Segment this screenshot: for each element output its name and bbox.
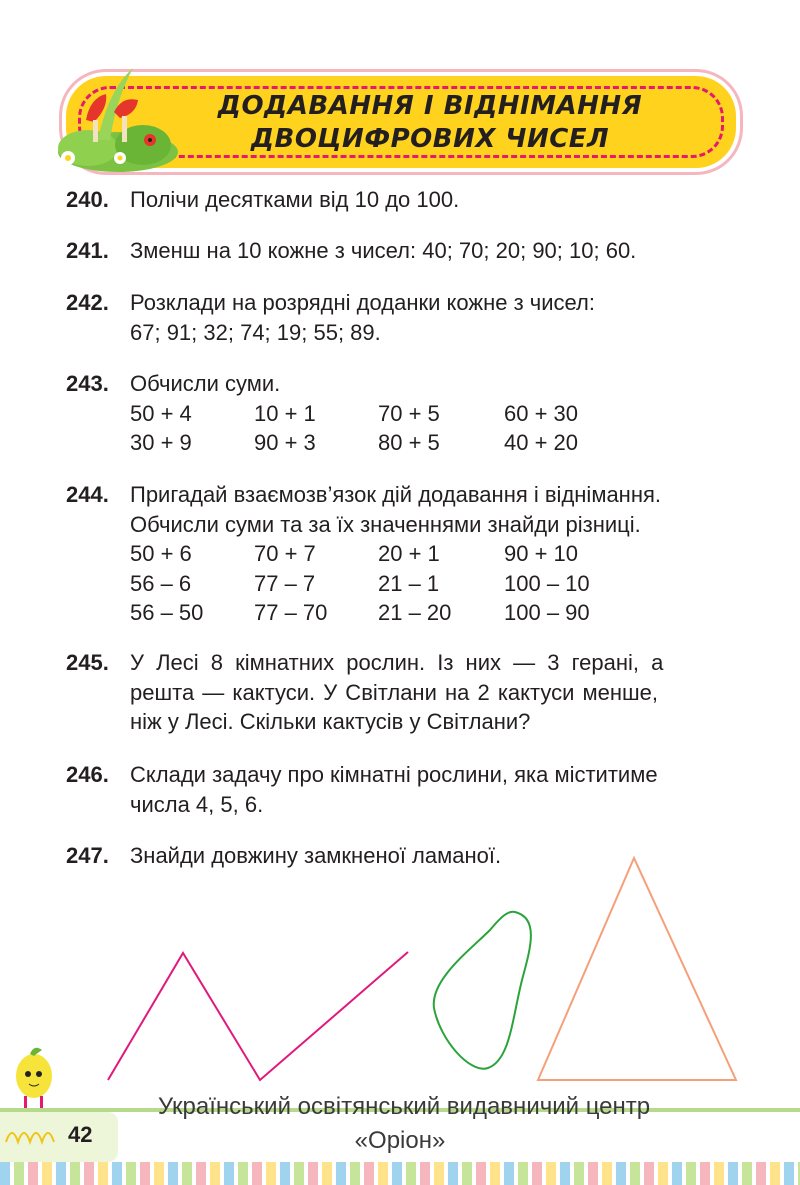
expression: 21 – 1 <box>378 571 440 596</box>
task-number: 241. <box>66 238 109 263</box>
expression: 10 + 1 <box>254 401 316 426</box>
task-number: 242. <box>66 290 109 315</box>
expression: 80 + 5 <box>378 430 440 455</box>
expression: 90 + 10 <box>504 541 579 566</box>
task-number: 240. <box>66 187 109 212</box>
page-number: 42 <box>68 1122 93 1147</box>
task-text: Зменш на 10 кожне з чисел: 40; 70; 20; 90; 10; 60. <box>130 238 637 263</box>
expression: 30 + 9 <box>130 430 192 455</box>
expression: 20 + 1 <box>378 541 440 566</box>
expression: 21 – 20 <box>378 600 452 625</box>
expression: 56 – 50 <box>130 600 204 625</box>
expression: 90 + 3 <box>254 430 316 455</box>
publisher-name-line2: «Оріон» <box>354 1127 446 1154</box>
color-strip-decoration <box>0 1162 800 1185</box>
task-text: Полічи десятками від 10 до 100. <box>130 187 460 212</box>
expression: 100 – 10 <box>504 571 590 596</box>
task-text: Обчисли суми та за їх значеннями знайди різниці. <box>130 512 641 537</box>
expression: 70 + 5 <box>378 401 440 426</box>
expression: 40 + 20 <box>504 430 579 455</box>
task-text: Розклади на розрядні доданки кожне з чисел: <box>130 290 595 315</box>
task-text: Знайди довжину замкненої ламаної. <box>130 843 502 868</box>
expression: 50 + 6 <box>130 541 192 566</box>
expression: 100 – 90 <box>504 600 590 625</box>
expression: 60 + 30 <box>504 401 579 426</box>
expression: 77 – 70 <box>254 600 328 625</box>
publisher-name-line1: Український освітянський видавничий центр <box>157 1093 651 1120</box>
expression: 56 – 6 <box>130 571 192 596</box>
expression: 70 + 7 <box>254 541 316 566</box>
page-title-line2: ДВОЦИФРОВИХ ЧИСЕЛ <box>250 124 610 154</box>
closed-curve-figure <box>434 912 531 1069</box>
task-text: числа 4, 5, 6. <box>130 792 264 817</box>
task-number: 246. <box>66 762 109 787</box>
expression: 77 – 7 <box>254 571 316 596</box>
open-polyline-figure <box>108 952 408 1080</box>
page-title-line1: ДОДАВАННЯ І ВІДНІМАННЯ <box>217 91 643 121</box>
task-text: Обчисли суми. <box>130 371 281 396</box>
task-text: 67; 91; 32; 74; 19; 55; 89. <box>130 320 381 345</box>
task-number: 244. <box>66 482 109 507</box>
task-text: ніж у Лесі. Скільки кактусів у Світлани? <box>130 709 531 734</box>
figures <box>0 840 800 1090</box>
task-number: 247. <box>66 843 109 868</box>
expression: 50 + 4 <box>130 401 192 426</box>
task-text: решта — кактуси. У Світлани на 2 кактуси менше, <box>130 680 659 705</box>
task-text: Пригадай взаємозв’язок дій додавання і віднімання. <box>130 482 661 507</box>
task-number: 243. <box>66 371 109 396</box>
triangle-figure <box>538 858 736 1080</box>
task-text: Склади задачу про кімнатні рослини, яка міститиме <box>130 762 658 787</box>
task-text: У Лесі 8 кімнатних рослин. Із них — 3 герані, а <box>130 650 664 675</box>
task-number: 245. <box>66 650 109 675</box>
